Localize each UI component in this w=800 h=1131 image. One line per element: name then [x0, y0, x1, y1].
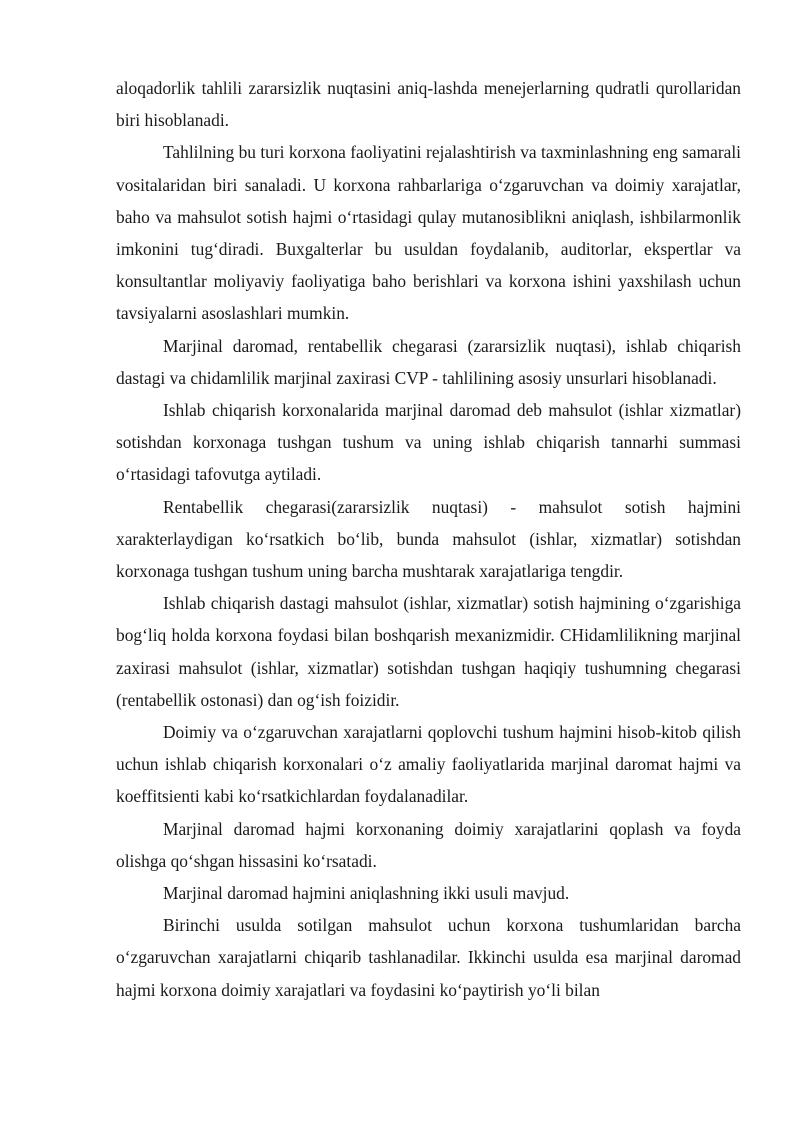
paragraph-7: Doimiy va o‘zgaruvchan xarajatlarni qoplovchi tushum hajmini hisob-kitob qilish uchun ishlab chiqarish korxonalari o‘z amaliy faoliyatlarida marjinal daromat hajmi va koeffitsienti kabi ko‘rsatkichlardan foydalanadilar. — [116, 722, 741, 807]
paragraph-8: Marjinal daromad hajmi korxonaning doimiy xarajatlarini qoplash va foyda olishga qo‘shgan hissasini ko‘rsatadi. — [116, 818, 741, 871]
paragraph-3: Marjinal daromad, rentabellik chegarasi (zararsizlik nuqtasi), ishlab chiqarish dastagi va chidamlilik marjinal zaxirasi CVP - tahlilining asosiy unsurlari hisoblanadi. — [116, 335, 741, 388]
paragraph-4: Ishlab chiqarish korxonalarida marjinal daromad deb mahsulot (ishlar xizmatlar) sotishdan korxonaga tushgan tushum va uning ishlab chiqarish tannarhi summasi o‘rtasidagi tafovutga aytiladi. — [116, 400, 741, 485]
paragraph-2: Tahlilning bu turi korxona faoliyatini rejalashtirish va taxminlashning eng samarali vositalaridan biri sanaladi. U korxona rahbarlariga o‘zgaruvchan va doimiy xarajatlar, baho va mahsulot sotish hajmi o‘rtasidagi qulay mutanosiblikni aniqlash, ishbilarmonlik imkonini tug‘diradi. Buxgalterlar bu usuldan foydalanib, auditorlar, ekspertlar va konsultantlar moliyaviy faoliyatiga baho berishlari va korxona ishini yaxshilash uchun tavsiyalarni asoslashlari mumkin. — [116, 142, 741, 324]
paragraph-1: aloqadorlik tahlili zararsizlik nuqtasini aniq-lashda menejerlarning qudratli qurollaridan biri hisoblanadi. — [116, 78, 741, 131]
document-body — [116, 72, 741, 1006]
paragraph-6: Ishlab chiqarish dastagi mahsulot (ishlar, xizmatlar) sotish hajmining o‘zgarishiga bog‘liq holda korxona foydasi bilan boshqarish mexanizmidir. CHidamlilikning marjinal zaxirasi mahsulot (ishlar, xizmatlar) sotishdan tushgan haqiqiy tushumning chegarasi (rentabellik ostonasi) dan og‘ish foizidir. — [116, 593, 741, 710]
paragraph-10: Birinchi usulda sotilgan mahsulot uchun korxona tushumlaridan barcha o‘zgaruvchan xarajatlarni chiqarib tashlanadilar. Ikkinchi usulda esa marjinal daromad hajmi korxona doimiy xarajatlari va foydasini ko‘paytirish yo‘li bilan — [116, 915, 741, 1000]
paragraph-9: Marjinal daromad hajmini aniqlashning ikki usuli mavjud. — [163, 883, 570, 904]
paragraph-5: Rentabellik chegarasi(zararsizlik nuqtasi) - mahsulot sotish hajmini xarakterlaydigan ko‘rsatkich bo‘lib, bunda mahsulot (ishlar, xizmatlar) sotishdan korxonaga tushgan tushum uning barcha mushtarak xarajatlariga tengdir. — [116, 496, 741, 582]
